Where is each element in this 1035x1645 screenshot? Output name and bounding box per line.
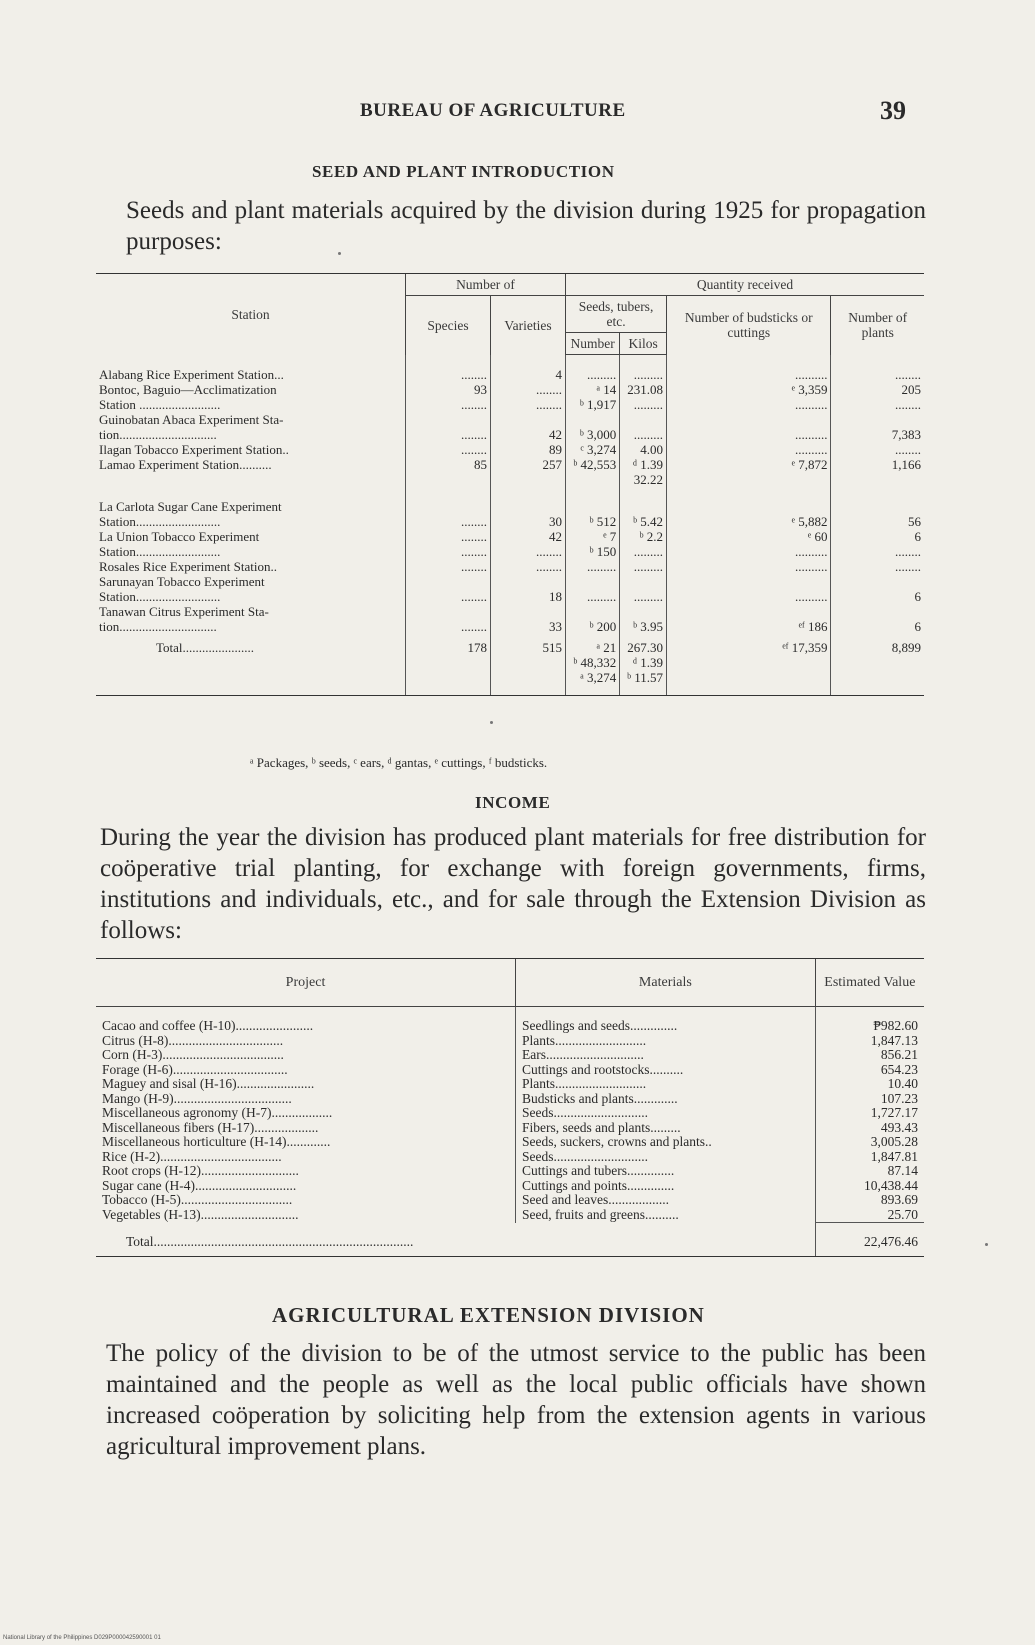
species-cell: ........ xyxy=(406,514,491,529)
varieties-cell: 42 xyxy=(491,427,566,442)
number-cell: ᵇ 512 xyxy=(566,514,620,529)
header-materials: Materials xyxy=(516,959,816,1007)
table-row xyxy=(96,382,924,397)
species-cell xyxy=(406,574,491,589)
seed-table-body xyxy=(96,355,924,696)
kilos-cell: 4.00 xyxy=(620,442,667,457)
table-row xyxy=(96,1121,924,1136)
value-cell: ₱982.60 xyxy=(815,1007,924,1034)
station-cell: Station.......................... xyxy=(99,544,221,559)
table-row xyxy=(96,1179,924,1194)
value-cell: 893.69 xyxy=(815,1193,924,1208)
value-cell: 87.14 xyxy=(815,1164,924,1179)
number-cell xyxy=(566,574,620,589)
table-row xyxy=(96,1164,924,1179)
species-cell xyxy=(406,472,491,487)
table-row xyxy=(96,1063,924,1078)
total-row xyxy=(96,634,924,655)
varieties-cell xyxy=(491,499,566,514)
seed-acquisition-table xyxy=(96,273,924,696)
total-varieties: 515 xyxy=(491,634,566,655)
paper-speck xyxy=(490,721,493,724)
species-cell: ........ xyxy=(406,619,491,634)
materials-cell: Plants........................... xyxy=(516,1034,816,1049)
kilos-cell: ......... xyxy=(620,355,667,383)
table-row xyxy=(96,1077,924,1092)
varieties-cell: 4 xyxy=(491,355,566,383)
varieties-cell: ........ xyxy=(491,559,566,574)
table-row xyxy=(96,544,924,559)
table-footnote: ᵃ Packages, ᵇ seeds, ᶜ ears, ᵈ gantas, ᵉ cuttings, ᶠ budsticks. xyxy=(250,755,548,770)
materials-cell: Ears............................. xyxy=(516,1048,816,1063)
varieties-cell: ........ xyxy=(491,397,566,412)
number-cell: ᵃ 14 xyxy=(566,382,620,397)
income-table xyxy=(96,958,924,1257)
table-row xyxy=(96,604,924,619)
header-varieties: Varieties xyxy=(491,296,566,355)
total-budsticks: ᵉᶠ 17,359 xyxy=(667,634,831,655)
total-plants: 8,899 xyxy=(831,634,924,655)
kilos-cell: 32.22 xyxy=(620,472,667,487)
value-cell: 107.23 xyxy=(815,1092,924,1107)
row-spacer xyxy=(96,487,924,499)
kilos-cell: ......... xyxy=(620,544,667,559)
table-row xyxy=(96,355,924,383)
station-cell: Tanawan Citrus Experiment Sta- xyxy=(99,604,269,619)
kilos-cell: ......... xyxy=(620,427,667,442)
budsticks-cell: ᵉ 5,882 xyxy=(667,514,831,529)
station-cell: Alabang Rice Experiment Station... xyxy=(99,366,284,382)
number-cell: ᵉ 7 xyxy=(566,529,620,544)
kilos-cell: 231.08 xyxy=(620,382,667,397)
budsticks-cell: .......... xyxy=(667,589,831,604)
plants-cell: 6 xyxy=(831,529,924,544)
station-cell: La Union Tobacco Experiment xyxy=(99,529,260,544)
table-row xyxy=(96,1048,924,1063)
materials-cell: Plants........................... xyxy=(516,1077,816,1092)
header-seeds-tubers: Seeds, tubers, etc. xyxy=(566,296,667,333)
value-cell: 25.70 xyxy=(815,1208,924,1223)
station-cell: La Carlota Sugar Cane Experiment xyxy=(99,499,282,514)
budsticks-cell xyxy=(667,604,831,619)
kilos-cell: ......... xyxy=(620,589,667,604)
plants-cell: ........ xyxy=(831,442,924,457)
species-cell xyxy=(406,499,491,514)
species-cell: ........ xyxy=(406,529,491,544)
header-plants: Number of plants xyxy=(831,296,924,355)
varieties-cell: 42 xyxy=(491,529,566,544)
total-kilos: ᵇ 11.57 xyxy=(620,670,667,696)
species-cell: ........ xyxy=(406,589,491,604)
budsticks-cell xyxy=(667,472,831,487)
extension-heading: AGRICULTURAL EXTENSION DIVISION xyxy=(272,1303,705,1327)
kilos-cell xyxy=(620,604,667,619)
number-cell xyxy=(566,412,620,427)
kilos-cell xyxy=(620,499,667,514)
plants-cell xyxy=(831,412,924,427)
number-cell: ᵇ 1,917 xyxy=(566,397,620,412)
header-budsticks: Number of budsticks or cuttings xyxy=(667,296,831,355)
station-cell: Station ......................... xyxy=(99,397,221,412)
table-row xyxy=(96,574,924,589)
plants-cell: ........ xyxy=(831,559,924,574)
plants-cell: 6 xyxy=(831,619,924,634)
budsticks-cell: ᵉ 3,359 xyxy=(667,382,831,397)
header-species: Species xyxy=(406,296,491,355)
total-label: Total............................................................................. xyxy=(96,1223,815,1257)
table-row xyxy=(96,559,924,574)
header-kilos: Kilos xyxy=(620,333,667,355)
plants-cell: 56 xyxy=(831,514,924,529)
species-cell: 85 xyxy=(406,457,491,472)
varieties-cell: 89 xyxy=(491,442,566,457)
total-row xyxy=(96,1223,924,1257)
plants-cell: ........ xyxy=(831,397,924,412)
project-cell: Forage (H-6).................................. xyxy=(102,1061,288,1077)
materials-cell: Seeds............................ xyxy=(516,1150,816,1165)
species-cell: ........ xyxy=(406,442,491,457)
species-cell: ........ xyxy=(406,427,491,442)
species-cell: ........ xyxy=(406,559,491,574)
table-row xyxy=(96,472,924,487)
number-cell: ᵇ 200 xyxy=(566,619,620,634)
table-row xyxy=(96,1135,924,1150)
varieties-cell: 257 xyxy=(491,457,566,472)
plants-cell: 1,166 xyxy=(831,457,924,472)
kilos-cell xyxy=(620,574,667,589)
varieties-cell xyxy=(491,604,566,619)
station-cell: tion.............................. xyxy=(99,427,217,442)
materials-cell: Cuttings and points.............. xyxy=(516,1179,816,1194)
budsticks-cell: .......... xyxy=(667,544,831,559)
plants-cell xyxy=(831,472,924,487)
number-cell: ......... xyxy=(566,589,620,604)
budsticks-cell xyxy=(667,574,831,589)
project-cell: Tobacco (H-5)................................. xyxy=(102,1192,293,1207)
total-label: Total...................... xyxy=(156,640,255,655)
budsticks-cell: .......... xyxy=(667,559,831,574)
table-row xyxy=(96,457,924,472)
value-cell: 10,438.44 xyxy=(815,1179,924,1194)
value-cell: 856.21 xyxy=(815,1048,924,1063)
library-imprint: National Library of the Philippines D029P000042590001 01 xyxy=(3,1635,161,1641)
table-row xyxy=(96,514,924,529)
budsticks-cell: .......... xyxy=(667,442,831,457)
plants-cell: 7,383 xyxy=(831,427,924,442)
total-number: ᵇ 48,332 xyxy=(566,655,620,670)
table-row xyxy=(96,442,924,457)
value-cell: 1,727.17 xyxy=(815,1106,924,1121)
table-row xyxy=(96,499,924,514)
materials-cell: Fibers, seeds and plants......... xyxy=(516,1121,816,1136)
materials-cell: Cuttings and rootstocks.......... xyxy=(516,1063,816,1078)
plants-cell: ........ xyxy=(831,544,924,559)
value-cell: 1,847.13 xyxy=(815,1034,924,1049)
number-cell: ᵇ 42,553 xyxy=(566,457,620,472)
kilos-cell: ᵇ 2.2 xyxy=(620,529,667,544)
project-cell: Corn (H-3).................................... xyxy=(102,1047,284,1062)
value-cell: 654.23 xyxy=(815,1063,924,1078)
number-cell: ......... xyxy=(566,355,620,383)
plants-cell: 6 xyxy=(831,589,924,604)
materials-cell: Seeds............................ xyxy=(516,1106,816,1121)
project-cell: Root crops (H-12)............................. xyxy=(102,1163,299,1178)
running-head: BUREAU OF AGRICULTURE xyxy=(360,100,626,121)
budsticks-cell: .......... xyxy=(667,397,831,412)
table-row xyxy=(96,1150,924,1165)
header-project: Project xyxy=(96,959,516,1007)
materials-cell: Seed, fruits and greens.......... xyxy=(516,1208,816,1223)
species-cell: ........ xyxy=(406,397,491,412)
budsticks-cell xyxy=(667,412,831,427)
page-number: 39 xyxy=(880,96,906,125)
kilos-cell: ᵇ 3.95 xyxy=(620,619,667,634)
total-species: 178 xyxy=(406,634,491,655)
plants-cell: ........ xyxy=(831,355,924,383)
budsticks-cell: ᵉ 60 xyxy=(667,529,831,544)
station-cell: Station.......................... xyxy=(99,589,221,604)
varieties-cell: ........ xyxy=(491,544,566,559)
header-number: Number xyxy=(566,333,620,355)
total-number: ᵃ 3,274 xyxy=(566,670,620,696)
kilos-cell: ......... xyxy=(620,559,667,574)
project-cell: Mango (H-9)................................... xyxy=(102,1090,292,1106)
number-cell: ᵇ 150 xyxy=(566,544,620,559)
paper-speck xyxy=(338,252,341,255)
table-row xyxy=(96,427,924,442)
plants-cell: 205 xyxy=(831,382,924,397)
species-cell: ........ xyxy=(406,544,491,559)
station-cell: Rosales Rice Experiment Station.. xyxy=(99,559,277,574)
materials-cell: Cuttings and tubers.............. xyxy=(516,1164,816,1179)
table-row xyxy=(96,1193,924,1208)
number-cell xyxy=(566,499,620,514)
budsticks-cell: .......... xyxy=(667,355,831,383)
plants-cell xyxy=(831,499,924,514)
budsticks-cell: ᵉᶠ 186 xyxy=(667,619,831,634)
header-station: Station xyxy=(96,274,406,355)
total-kilos: 267.30 xyxy=(620,634,667,655)
materials-cell: Budsticks and plants............. xyxy=(516,1092,816,1107)
kilos-cell xyxy=(620,412,667,427)
header-quantity-received: Quantity received xyxy=(566,274,925,296)
project-cell: Rice (H-2).................................... xyxy=(102,1148,282,1164)
table-row xyxy=(96,397,924,412)
project-cell: Citrus (H-8).................................. xyxy=(102,1032,284,1048)
income-paragraph: During the year the division has produced plant materials for free distribution for coöperative trial planting, for exchange with foreign governments, firms, institutions and individuals, etc., and for sale through the Extension Division as follows: xyxy=(100,824,926,944)
number-cell xyxy=(566,604,620,619)
materials-cell: Seed and leaves.................. xyxy=(516,1193,816,1208)
seed-intro-paragraph: Seeds and plant materials acquired by the division during 1925 for propagation purposes: xyxy=(126,197,926,255)
species-cell: ........ xyxy=(406,355,491,383)
project-cell: Miscellaneous agronomy (H-7).................. xyxy=(102,1105,333,1120)
budsticks-cell: .......... xyxy=(667,427,831,442)
total-row-continued xyxy=(96,655,924,670)
station-cell: Ilagan Tobacco Experiment Station.. xyxy=(99,442,289,457)
project-cell: Maguey and sisal (H-16)....................... xyxy=(102,1076,315,1091)
table-row xyxy=(96,412,924,427)
value-cell: 493.43 xyxy=(815,1121,924,1136)
table-row xyxy=(96,1092,924,1107)
project-cell: Miscellaneous horticulture (H-14)............. xyxy=(102,1134,331,1149)
table-row xyxy=(96,529,924,544)
paper-speck xyxy=(985,1243,988,1246)
total-kilos: ᵈ 1.39 xyxy=(620,655,667,670)
station-cell: Sarunayan Tobacco Experiment xyxy=(99,574,265,589)
table-row xyxy=(96,1007,924,1034)
income-heading: INCOME xyxy=(475,793,551,812)
project-cell: Vegetables (H-13)............................. xyxy=(102,1206,299,1222)
plants-cell xyxy=(831,604,924,619)
station-cell: Lamao Experiment Station.......... xyxy=(99,457,272,472)
number-cell: ᶜ 3,274 xyxy=(566,442,620,457)
kilos-cell: ᵈ 1.39 xyxy=(620,457,667,472)
station-cell: Station.......................... xyxy=(99,514,221,529)
station-cell: Guinobatan Abaca Experiment Sta- xyxy=(99,412,284,427)
table-row xyxy=(96,1034,924,1049)
species-cell: 93 xyxy=(406,382,491,397)
number-cell: ......... xyxy=(566,559,620,574)
varieties-cell xyxy=(491,574,566,589)
varieties-cell xyxy=(491,472,566,487)
varieties-cell: 33 xyxy=(491,619,566,634)
table-row xyxy=(96,1208,924,1223)
station-cell xyxy=(96,472,406,487)
varieties-cell xyxy=(491,412,566,427)
kilos-cell: ......... xyxy=(620,397,667,412)
table-row xyxy=(96,589,924,604)
species-cell xyxy=(406,604,491,619)
kilos-cell: ᵇ 5.42 xyxy=(620,514,667,529)
varieties-cell: ........ xyxy=(491,382,566,397)
station-cell: tion.............................. xyxy=(99,619,217,634)
total-number: ᵃ 21 xyxy=(566,634,620,655)
value-cell: 10.40 xyxy=(815,1077,924,1092)
budsticks-cell: ᵉ 7,872 xyxy=(667,457,831,472)
extension-paragraph: The policy of the division to be of the utmost service to the public has been maintained and the people as well as the local public officials have shown increased coöperation by soliciting help from the extension agents in various agricultural improvement plans. xyxy=(106,1340,926,1460)
total-value: 22,476.46 xyxy=(815,1223,924,1257)
materials-cell: Seeds, suckers, crowns and plants.. xyxy=(516,1135,816,1150)
project-cell: Sugar cane (H-4).............................. xyxy=(102,1177,297,1193)
header-number-of: Number of xyxy=(406,274,566,296)
budsticks-cell xyxy=(667,499,831,514)
header-estimated-value: Estimated Value xyxy=(815,959,924,1007)
varieties-cell: 18 xyxy=(491,589,566,604)
value-cell: 1,847.81 xyxy=(815,1150,924,1165)
total-row-continued xyxy=(96,670,924,696)
number-cell xyxy=(566,472,620,487)
table-row xyxy=(96,1106,924,1121)
table-row xyxy=(96,619,924,634)
plants-cell xyxy=(831,574,924,589)
number-cell: ᵇ 3,000 xyxy=(566,427,620,442)
value-cell: 3,005.28 xyxy=(815,1135,924,1150)
seed-section-heading: SEED AND PLANT INTRODUCTION xyxy=(312,162,615,181)
species-cell xyxy=(406,412,491,427)
station-cell: Bontoc, Baguio—Acclimatization xyxy=(99,382,277,397)
materials-cell: Seedlings and seeds.............. xyxy=(516,1007,816,1034)
project-cell: Miscellaneous fibers (H-17)................... xyxy=(102,1119,319,1135)
varieties-cell: 30 xyxy=(491,514,566,529)
project-cell: Cacao and coffee (H-10)....................... xyxy=(102,1018,314,1033)
